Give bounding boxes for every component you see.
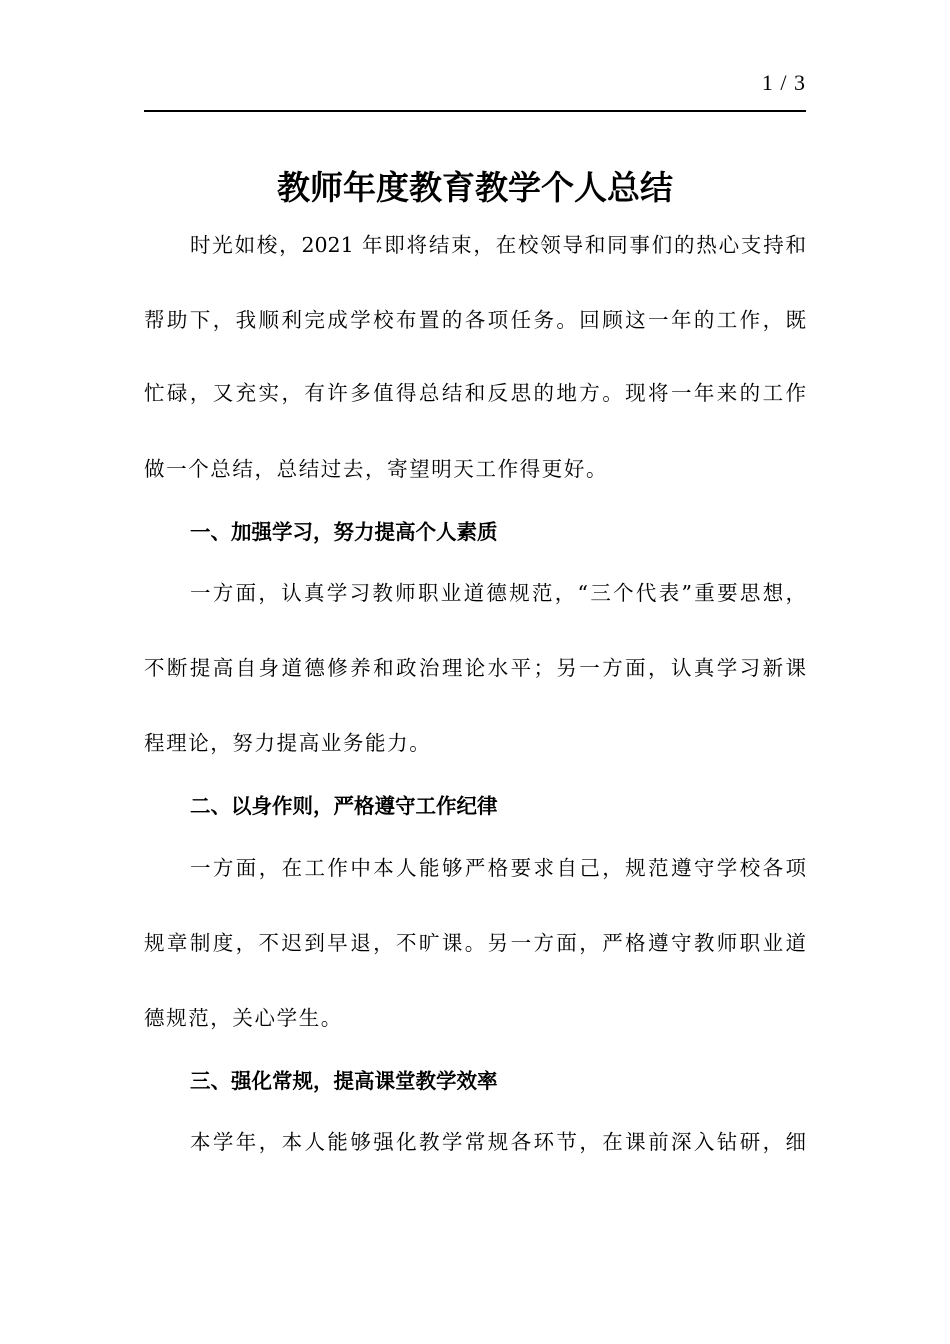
intro-line-3: 忙碌，又充实，有许多值得总结和反思的地方。现将一年来的工作: [144, 381, 806, 405]
section-1-line-3: 程理论，努力提高业务能力。: [144, 731, 432, 755]
document-title: 教师年度教育教学个人总结: [277, 168, 673, 207]
section-2-line-1: 一方面，在工作中本人能够严格要求自己，规范遵守学校各项: [190, 856, 806, 880]
intro-line-4: 做一个总结，总结过去，寄望明天工作得更好。: [144, 457, 609, 481]
section-3-line-1: 本学年，本人能够强化教学常规各环节，在课前深入钻研，细: [190, 1130, 806, 1154]
header-divider: [144, 110, 806, 112]
section-2-line-2: 规章制度，不迟到早退，不旷课。另一方面，严格遵守教师职业道: [144, 931, 806, 955]
page-number: 1 / 3: [761, 70, 806, 95]
section-1-line-2: 不断提高自身道德修养和政治理论水平；另一方面，认真学习新课: [144, 656, 806, 680]
section-3-heading: 三、强化常规，提高课堂教学效率: [190, 1069, 498, 1093]
section-1-line-1: 一方面，认真学习教师职业道德规范，“三个代表”重要思想，: [190, 581, 806, 605]
section-2-line-3: 德规范，关心学生。: [144, 1006, 343, 1030]
intro-line-2: 帮助下，我顺利完成学校布置的各项任务。回顾这一年的工作，既: [144, 308, 806, 332]
section-2-heading: 二、以身作则，严格遵守工作纪律: [190, 794, 498, 818]
intro-line-1: 时光如梭，2021 年即将结束，在校领导和同事们的热心支持和: [190, 233, 806, 257]
section-1-heading: 一、加强学习，努力提高个人素质: [190, 520, 498, 544]
